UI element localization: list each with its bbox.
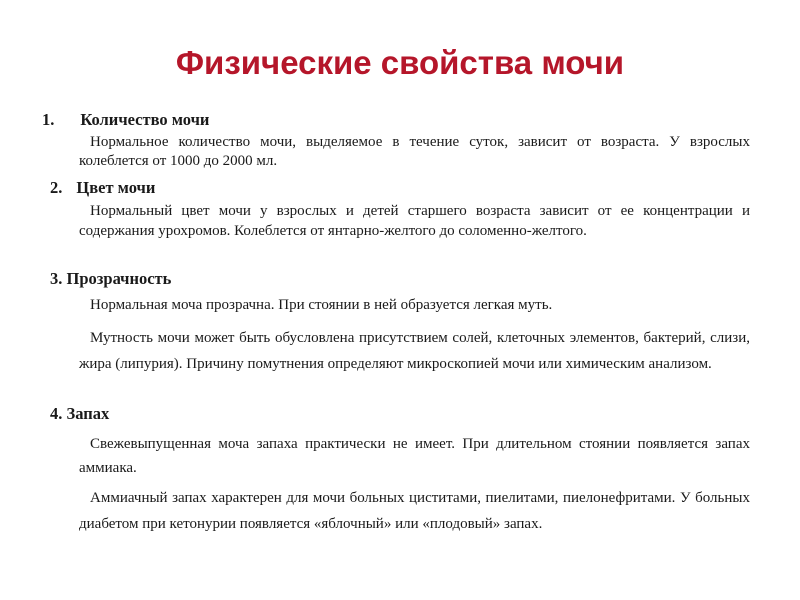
section-number: 4. [50, 404, 63, 423]
section-heading-transparency [50, 269, 171, 289]
paragraph-color: Нормальный цвет мочи у взрослых и детей старшего возраста зависит от ее концентрации и содержания урохромов. Колеблется от янтарно-желтого до соломенно-желтого. [79, 203, 750, 239]
section-number: 2. [50, 178, 63, 197]
paragraph-quantity: Нормальное количество мочи, выделяемое в течение суток, зависит от возраста. У взрослых колеблется от 1000 до 2000 мл. [79, 134, 750, 169]
section-heading-color [50, 178, 155, 198]
section-title: Цвет мочи [76, 178, 156, 197]
section-title: Количество мочи [80, 110, 210, 129]
section-title: Прозрачность [66, 269, 172, 288]
section-number: 1. [42, 110, 55, 129]
section-heading-odor [50, 404, 109, 424]
slide-title: Физические свойства мочи [175, 44, 625, 81]
paragraph-fresh-odor: Свежевыпущенная моча запаха практически не имеет. При длительном стоянии появляется запах аммиака. [79, 436, 750, 476]
paragraph-turbidity: Мутность мочи может быть обусловлена присутствием солей, клеточных элементов, бактерий, слизи, жира (липурия). Причину помутнения определяют микроскопией мочи или химическим анализом. [79, 330, 750, 372]
paragraph-transparency: Нормальная моча прозрачна. При стоянии в ней образуется легкая муть. [90, 297, 553, 313]
paragraph-ammonia-odor: Аммиачный запах характерен для мочи больных циститами, пиелитами, пиелонефритами. У больных диабетом при кетонурии появляется «яблочный» или «плодовый» запах. [79, 490, 750, 532]
section-number: 3. [50, 269, 63, 288]
section-title: Запах [66, 404, 110, 423]
section-heading-quantity [42, 110, 209, 130]
